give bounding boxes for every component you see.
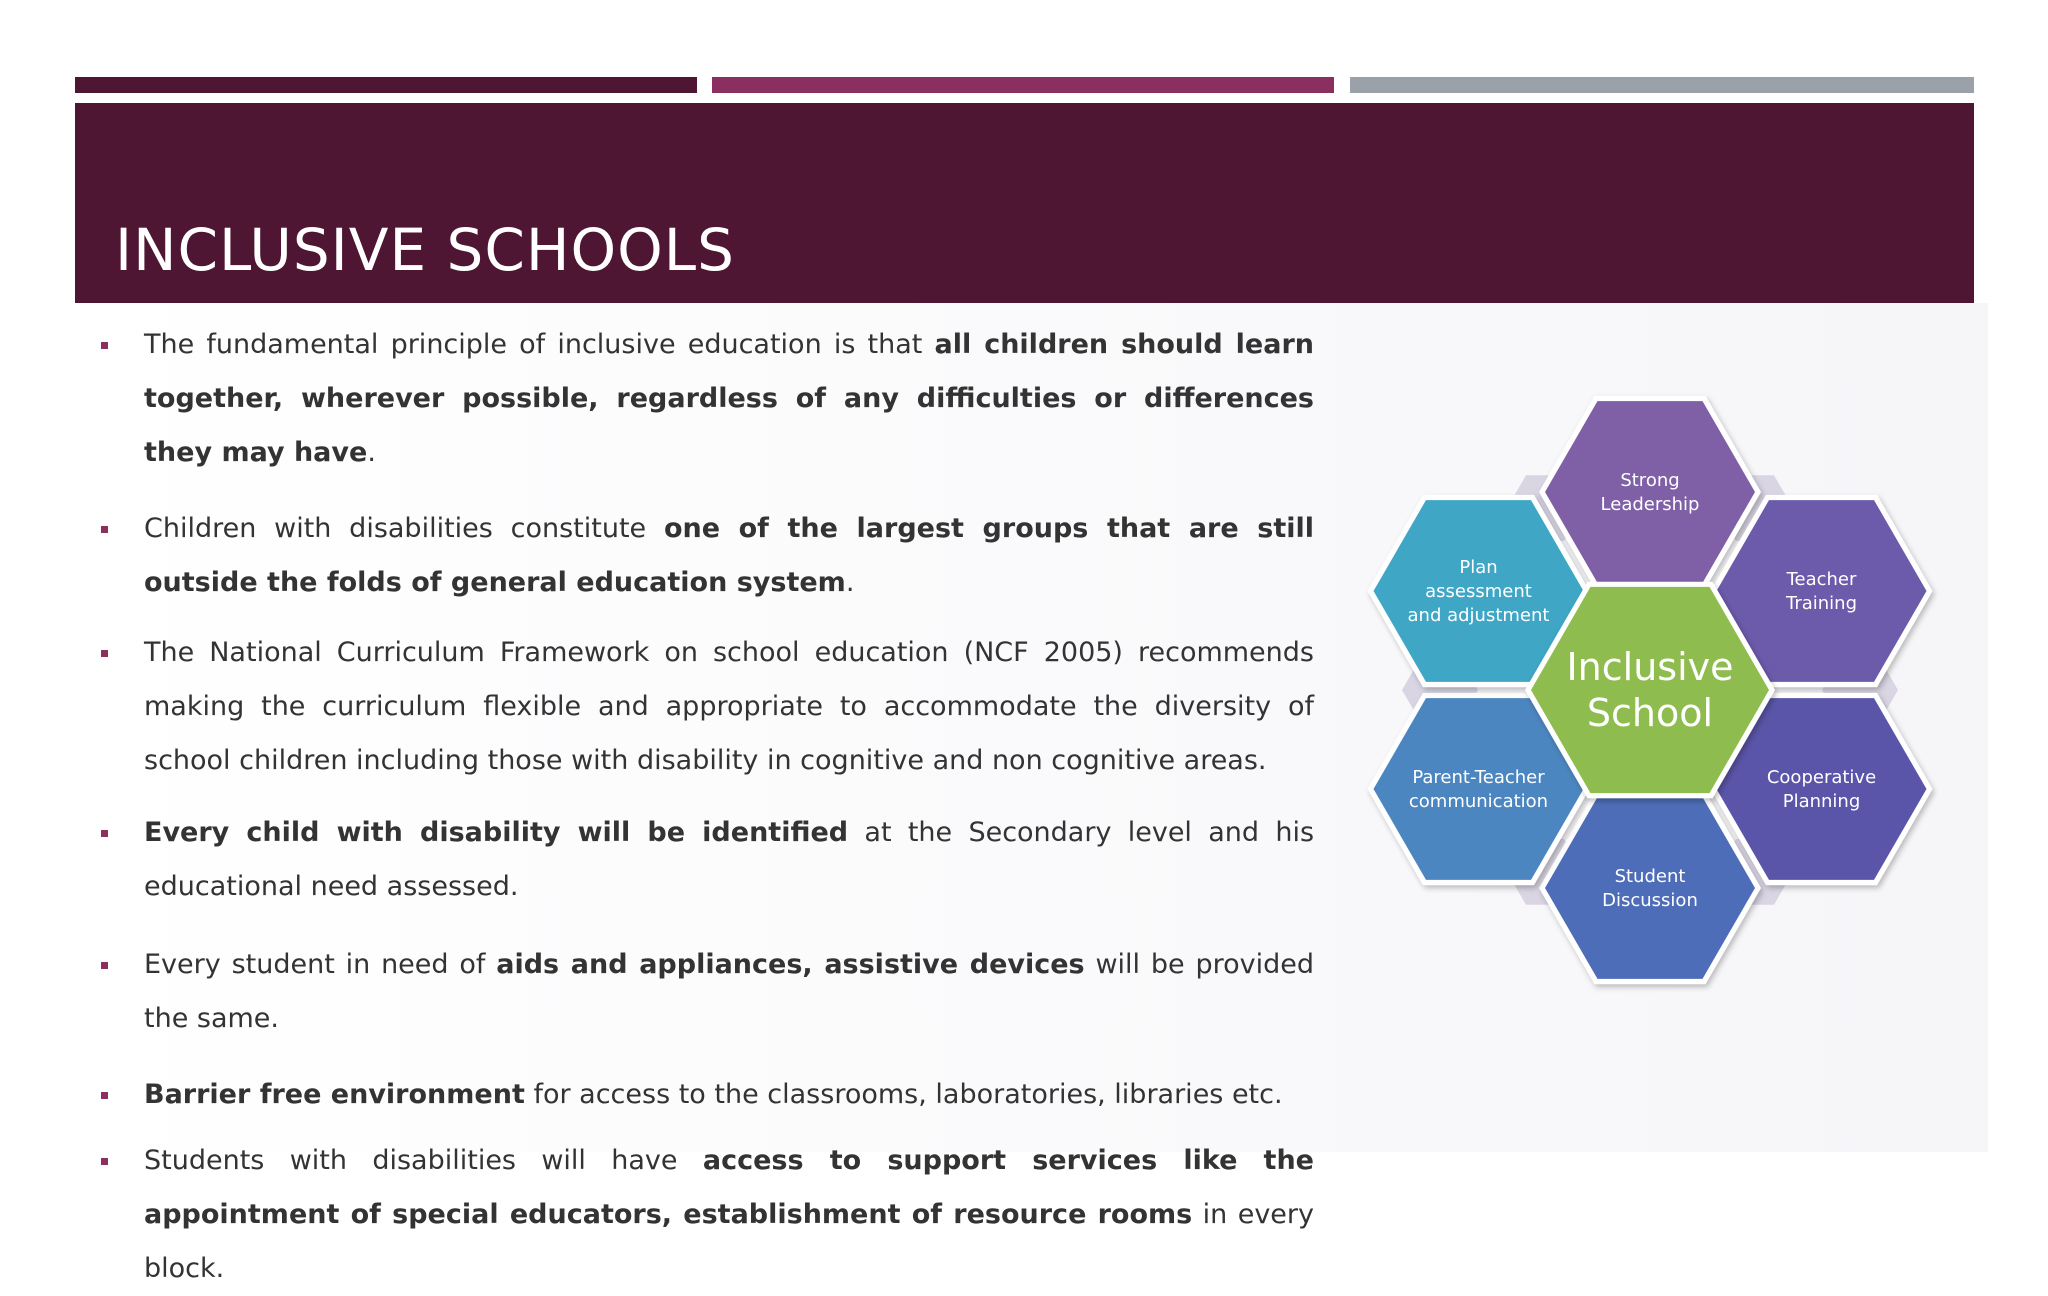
accent-bar-magenta: [712, 77, 1334, 93]
bullet-bold-text: access to support services like the appointment of special educators, establishment of resource rooms: [144, 1145, 1314, 1230]
hexagon-label: Planning: [1782, 791, 1861, 812]
inclusive-school-hexagon-diagram: [1340, 380, 1970, 1000]
bullet-text: The National Curriculum Framework on school education (NCF 2005) recommends making the curriculum flexible and appropriate to accommodate the diversity of school children including those with disability in cognitive and non cognitive areas.: [144, 637, 1314, 776]
bullet-text: Children with disabilities constitute: [144, 513, 664, 544]
bullet-item: [96, 1068, 1314, 1122]
accent-bar-gray: [1350, 77, 1974, 93]
bullet-text: Every student in need of: [144, 949, 497, 980]
title-banner: [75, 103, 1974, 303]
bullet-bold-text: Barrier free environment: [144, 1079, 525, 1110]
bullet-list: [96, 318, 1314, 1296]
bullet-item: [96, 502, 1314, 610]
hexagon-label: Inclusive: [1566, 645, 1734, 689]
hexagon-label: assessment: [1425, 581, 1532, 602]
bullet-item: [96, 1134, 1314, 1296]
bullet-item: [96, 318, 1314, 480]
hexagon-label: Training: [1785, 593, 1858, 614]
hexagon-label: Cooperative: [1766, 767, 1877, 788]
hexagon-label: Parent-Teacher: [1412, 767, 1545, 788]
bullet-text: The fundamental principle of inclusive education is that: [144, 329, 935, 360]
bullet-item: [96, 806, 1314, 914]
outer-hexagon: [1539, 792, 1761, 984]
bullet-text: will be provided the same.: [144, 949, 1315, 1034]
hexagon-label: School: [1586, 691, 1714, 735]
bullet-text: for access to the classrooms, laboratories, libraries etc.: [524, 1079, 1283, 1110]
bullet-item: [96, 626, 1314, 788]
hexagon-label: Plan: [1459, 557, 1498, 578]
accent-bar-dark: [75, 77, 697, 93]
bullet-bold-text: one of the largest groups that are still outside the folds of general education system: [144, 513, 1315, 598]
hexagon-label: and adjustment: [1407, 605, 1550, 626]
bullet-bold-text: all children should learn together, wherever possible, regardless of any difficulties or differences they may have: [144, 329, 1315, 468]
hexagon-label: Strong: [1620, 470, 1680, 491]
bullet-text: at the Secondary level and his educational need assessed.: [144, 817, 1315, 902]
bullet-text: Students with disabilities will have: [144, 1145, 703, 1176]
hexagon-label: Discussion: [1602, 890, 1698, 911]
slide-title: INCLUSIVE SCHOOLS: [115, 216, 735, 284]
hexagon-label: Teacher: [1786, 569, 1857, 590]
bullet-text: in every block.: [144, 1199, 1314, 1284]
bullet-item: [96, 938, 1314, 1046]
bullet-text: .: [367, 437, 376, 468]
hexagon-label: communication: [1408, 791, 1549, 812]
bullet-bold-text: aids and appliances, assistive devices: [496, 949, 1085, 980]
hexagon-label: Student: [1614, 866, 1686, 887]
hexagon-label: Leadership: [1600, 494, 1700, 515]
outer-hexagon: [1539, 396, 1761, 588]
bullet-text: .: [845, 567, 855, 598]
bullet-bold-text: Every child with disability will be identified: [144, 817, 849, 848]
